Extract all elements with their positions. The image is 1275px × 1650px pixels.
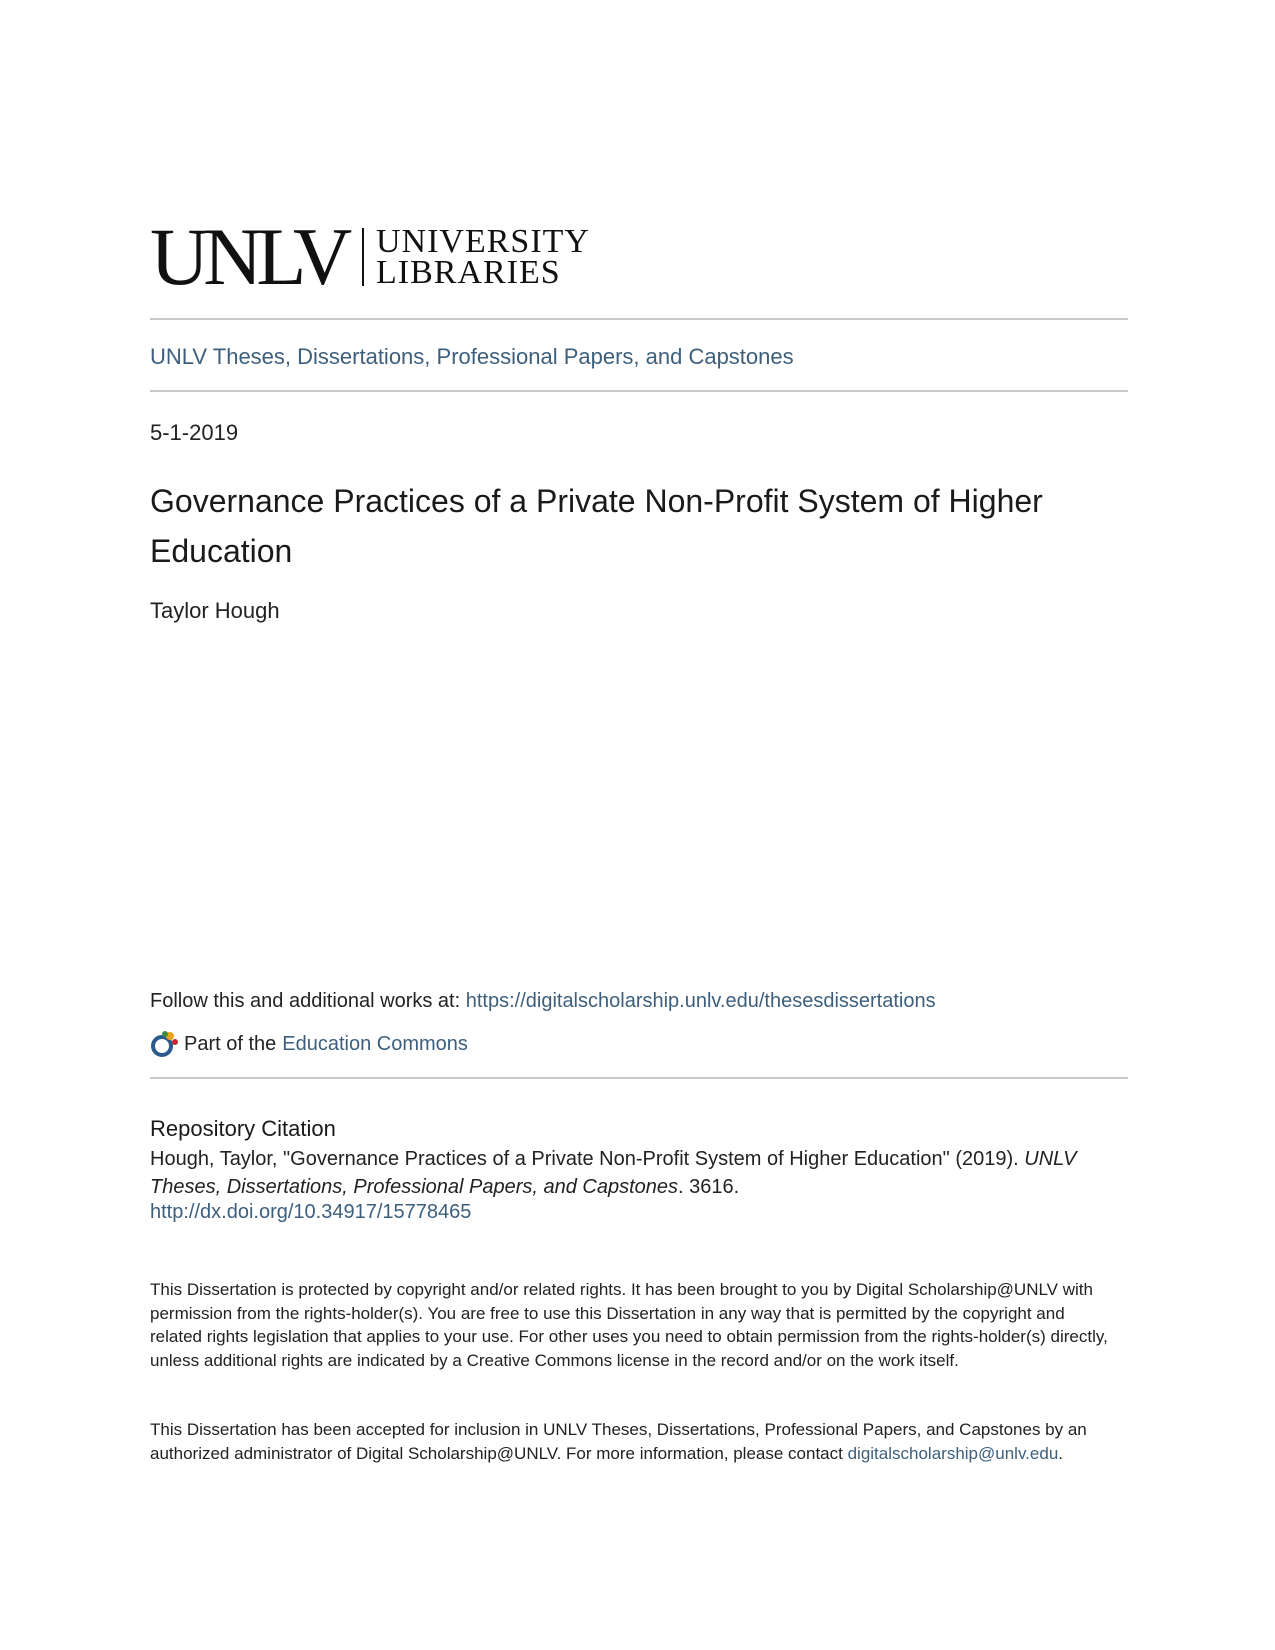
commons-network-icon <box>150 1030 178 1058</box>
logo-line-libraries: LIBRARIES <box>376 254 561 291</box>
document-title: Governance Practices of a Private Non-Profit System of Higher Education <box>150 483 1043 569</box>
citation-text <box>150 1145 1110 1201</box>
citation-heading: Repository Citation <box>150 1116 336 1141</box>
collection-url-link[interactable]: https://digitalscholarship.unlv.edu/thesesdissertations <box>465 990 936 1012</box>
acceptance-end: . <box>1058 1443 1064 1463</box>
citation-text-end: . 3616. <box>678 1176 740 1198</box>
unlv-libraries-logo <box>150 211 610 302</box>
doi-link[interactable]: http://dx.doi.org/10.34917/15778465 <box>150 1201 472 1223</box>
contact-email-link[interactable]: digitalscholarship@unlv.edu <box>847 1443 1059 1463</box>
citation-text-start: Hough, Taylor, "Governance Practices of a Private Non-Profit System of Higher Education" (2019). <box>150 1148 1025 1170</box>
citation-journal: UNLV Theses, Dissertations, Professional Papers, and Capstones <box>150 1148 1077 1198</box>
logo-line-university: UNIVERSITY <box>376 223 590 260</box>
logo-separator <box>362 228 364 286</box>
acceptance-text: This Dissertation has been accepted for inclusion in UNLV Theses, Dissertations, Professional Papers, and Capstones by an authorized administrator of Digital Scholarship@UNLV. For more information, please contact <box>150 1420 1087 1463</box>
part-of-line <box>150 1030 468 1058</box>
follow-prefix: Follow this and additional works at: <box>150 990 466 1012</box>
logo-mark: UNLV <box>150 211 347 302</box>
rights-paragraph: This Dissertation is protected by copyright and/or related rights. It has been brought to you by Digital Scholarship@UNLV with permission from the rights-holder(s). You are free to use this Dissertation in any way that is permitted by the copyright and related rights legislation that applies to your use. For other uses you need to obtain permission from the rights-holder(s) directly, unless additional rights are indicated by a Creative Commons license in the record and/or on the work itself. <box>150 1280 1108 1370</box>
publication-date: 5-1-2019 <box>150 420 239 445</box>
series-divider <box>150 390 1128 392</box>
citation-divider <box>150 1077 1128 1079</box>
follow-line <box>150 990 936 1013</box>
top-divider <box>150 318 1128 320</box>
author-name: Taylor Hough <box>150 598 280 623</box>
education-commons-link[interactable]: Education Commons <box>282 1032 468 1055</box>
series-link[interactable]: UNLV Theses, Dissertations, Professional Papers, and Capstones <box>150 344 794 369</box>
part-of-prefix: Part of the <box>184 1032 277 1055</box>
acceptance-paragraph <box>150 1418 1110 1465</box>
